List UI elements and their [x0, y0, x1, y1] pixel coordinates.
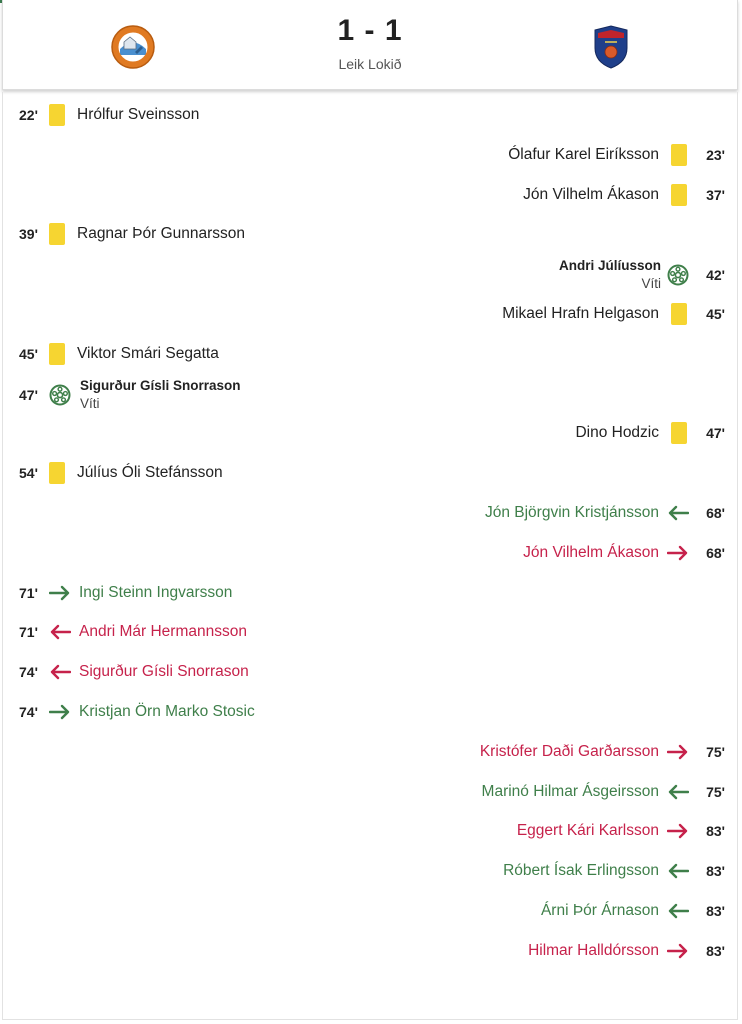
event-minute: 83' [706, 863, 725, 880]
arrow-right-icon [49, 704, 71, 720]
event-minute: 71' [19, 624, 38, 641]
goal-detail: Víti [641, 276, 661, 292]
substitute-in-name[interactable]: Marinó Hilmar Ásgeirsson [481, 782, 659, 800]
substitute-out-name[interactable]: Hilmar Halldórsson [528, 941, 659, 959]
substitute-in-name[interactable]: Ingi Steinn Ingvarsson [79, 583, 233, 601]
arrow-left-icon [49, 624, 71, 640]
goal-detail: Víti [80, 395, 100, 411]
event-row[interactable] [480, 732, 725, 772]
event-minute: 39' [19, 226, 38, 243]
match-events-list [2, 92, 738, 1020]
event-row[interactable] [575, 413, 725, 453]
substitute-in-name[interactable]: Róbert Ísak Erlingsson [503, 862, 659, 880]
goal-scorer-name[interactable]: Sigurður Gísli Snorrason [80, 377, 241, 393]
arrow-left-icon [667, 505, 689, 521]
event-row[interactable] [523, 175, 725, 215]
goal-scorer-name[interactable]: Andri Júlíusson [558, 258, 661, 274]
goal-info [80, 377, 241, 413]
substitute-in-name[interactable]: Kristjan Örn Marko Stosic [79, 703, 255, 720]
event-row[interactable] [19, 612, 247, 652]
event-minute: 42' [706, 267, 725, 284]
event-row[interactable] [508, 135, 725, 175]
event-minute: 68' [706, 544, 725, 561]
substitute-out-name[interactable]: Kristófer Daði Garðarsson [479, 742, 659, 760]
event-row[interactable] [482, 772, 725, 812]
event-row[interactable] [19, 652, 249, 692]
arrow-left-icon [667, 903, 689, 919]
yellow-card-icon [49, 462, 65, 484]
arrow-right-icon [667, 943, 689, 959]
arrow-right-icon [667, 823, 689, 839]
substitute-out-name[interactable]: Eggert Kári Karlsson [516, 822, 659, 840]
arrow-right-icon [49, 585, 71, 601]
arrow-left-icon [667, 784, 689, 800]
event-row[interactable] [19, 334, 219, 374]
event-row[interactable] [559, 254, 725, 296]
player-name[interactable]: Ólafur Karel Eiríksson [508, 145, 659, 163]
event-row[interactable] [19, 573, 232, 613]
event-minute: 22' [19, 107, 38, 123]
event-minute: 83' [706, 823, 725, 840]
event-minute: 75' [706, 743, 725, 760]
event-minute: 37' [706, 186, 725, 203]
substitute-in-name[interactable]: Árni Þór Árnason [540, 902, 659, 919]
event-minute: 83' [706, 903, 725, 919]
event-row[interactable] [528, 931, 725, 971]
match-header [2, 0, 738, 90]
yellow-card-icon [671, 422, 687, 444]
player-name[interactable]: Viktor Smári Segatta [77, 344, 219, 362]
event-row[interactable] [19, 453, 223, 493]
yellow-card-icon [671, 184, 687, 206]
player-name[interactable]: Mikael Hrafn Helgason [502, 305, 659, 322]
event-minute: 47' [19, 386, 38, 403]
event-row[interactable] [517, 811, 725, 851]
event-minute: 75' [706, 783, 725, 800]
event-row[interactable] [19, 374, 241, 416]
away-club-crest-icon[interactable] [592, 24, 630, 70]
event-minute: 45' [19, 345, 38, 362]
event-row[interactable] [503, 851, 725, 891]
substitute-out-name[interactable]: Andri Már Hermannsson [79, 623, 247, 641]
player-name[interactable]: Hrólfur Sveinsson [77, 106, 200, 123]
event-row[interactable] [502, 294, 725, 334]
event-minute: 74' [19, 704, 38, 720]
event-row[interactable] [523, 533, 725, 573]
event-minute: 71' [19, 584, 38, 601]
event-minute: 68' [706, 505, 725, 521]
event-row[interactable] [541, 891, 725, 931]
player-name[interactable]: Júlíus Óli Stefánsson [77, 464, 223, 482]
arrow-right-icon [667, 545, 689, 561]
yellow-card-icon [671, 303, 687, 325]
player-name[interactable]: Ragnar Þór Gunnarsson [77, 225, 246, 243]
event-minute: 45' [706, 306, 725, 322]
yellow-card-icon [49, 223, 65, 245]
yellow-card-icon [671, 144, 687, 166]
football-icon [667, 264, 689, 286]
goal-info [559, 257, 661, 293]
match-score: 1 - 1 [337, 14, 403, 47]
substitute-in-name[interactable]: Jón Björgvin Kristjánsson [484, 504, 659, 521]
event-minute: 23' [706, 146, 725, 163]
player-name[interactable]: Dino Hodzic [575, 424, 659, 442]
event-row[interactable] [19, 95, 199, 135]
substitute-out-name[interactable]: Jón Vilhelm Ákason [523, 543, 659, 561]
match-status: Leik Lokið [338, 56, 402, 72]
player-name[interactable]: Jón Vilhelm Ákason [523, 185, 659, 203]
event-minute: 47' [706, 425, 725, 442]
event-minute: 74' [19, 664, 38, 681]
arrow-left-icon [667, 863, 689, 879]
event-row[interactable] [19, 692, 255, 732]
arrow-left-icon [49, 664, 71, 680]
yellow-card-icon [49, 343, 65, 365]
event-minute: 54' [19, 465, 38, 482]
event-row[interactable] [19, 214, 245, 254]
event-row[interactable] [485, 493, 725, 533]
substitute-out-name[interactable]: Sigurður Gísli Snorrason [79, 663, 249, 681]
arrow-right-icon [667, 744, 689, 760]
yellow-card-icon [49, 104, 65, 126]
football-icon [49, 384, 71, 406]
event-minute: 83' [706, 942, 725, 959]
